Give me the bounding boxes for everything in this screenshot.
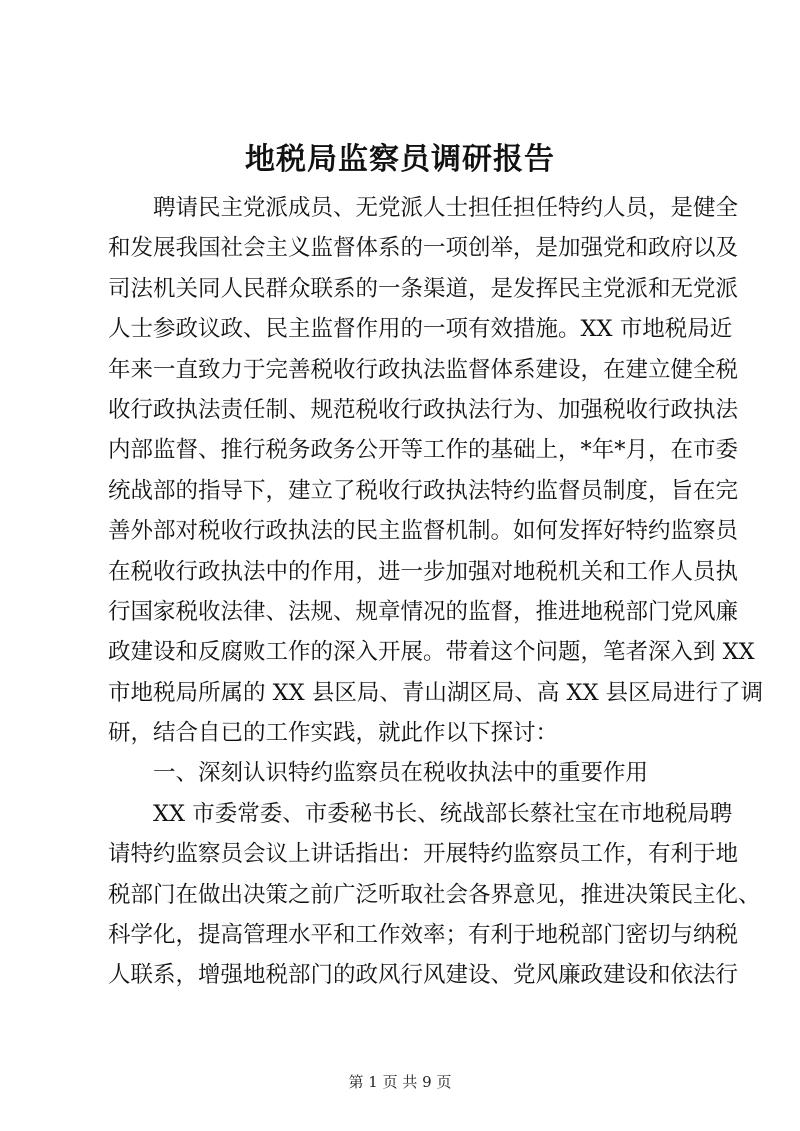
paragraph-line: 行国家税收法律、法规、规章情况的监督，推进地税部门党风廉 bbox=[108, 598, 739, 625]
paragraph-line: 内部监督、推行税务政务公开等工作的基础上，*年*月，在市委 bbox=[108, 437, 739, 464]
document-body bbox=[108, 188, 764, 996]
paragraph-line: 和发展我国社会主义监督体系的一项创举，是加强党和政府以及 bbox=[108, 235, 739, 262]
document-title: 地税局监察员调研报告 bbox=[245, 142, 555, 177]
paragraph-line: 人士参政议政、民主监督作用的一项有效措施。XX 市地税局近 bbox=[108, 316, 733, 343]
paragraph-line: 司法机关同人民群众联系的一条渠道，是发挥民主党派和无党派 bbox=[108, 275, 739, 302]
paragraph-line: 人联系，增强地税部门的政风行风建设、党风廉政建设和依法行 bbox=[108, 962, 739, 989]
page-number-footer: 第 1 页 共 9 页 bbox=[348, 1073, 452, 1091]
paragraph-line: 市地税局所属的 XX 县区局、青山湖区局、高 XX 县区局进行了调 bbox=[108, 679, 764, 706]
paragraph-line: 税部门在做出决策之前广泛听取社会各界意见，推进决策民主化、 bbox=[108, 881, 761, 908]
paragraph-line: 研，结合自已的工作实践，就此作以下探讨： bbox=[108, 720, 559, 747]
paragraph-line: 收行政执法责任制、规范税收行政执法行为、加强税收行政执法 bbox=[108, 396, 739, 423]
paragraph-line: 科学化，提高管理水平和工作效率；有利于地税部门密切与纳税 bbox=[108, 922, 739, 949]
paragraph-line: 聘请民主党派成员、无党派人士担任担任特约人员，是健全 bbox=[153, 195, 739, 221]
paragraph-line: XX 市委常委、市委秘书长、统战部长蔡社宝在市地税局聘 bbox=[153, 800, 733, 827]
section-heading: 一、深刻认识特约监察员在税收执法中的重要作用 bbox=[153, 760, 649, 787]
paragraph-line: 政建设和反腐败工作的深入开展。带着这个问题，笔者深入到 XX bbox=[108, 639, 755, 666]
paragraph-line: 统战部的指导下，建立了税收行政执法特约监督员制度，旨在完 bbox=[108, 477, 739, 504]
paragraph-line: 年来一直致力于完善税收行政执法监督体系建设，在建立健全税 bbox=[108, 356, 739, 383]
paragraph-line: 善外部对税收行政执法的民主监督机制。如何发挥好特约监察员 bbox=[108, 518, 739, 545]
paragraph-line: 在税收行政执法中的作用，进一步加强对地税机关和工作人员执 bbox=[108, 558, 739, 585]
paragraph-line: 请特约监察员会议上讲话指出：开展特约监察员工作，有利于地 bbox=[108, 841, 739, 868]
